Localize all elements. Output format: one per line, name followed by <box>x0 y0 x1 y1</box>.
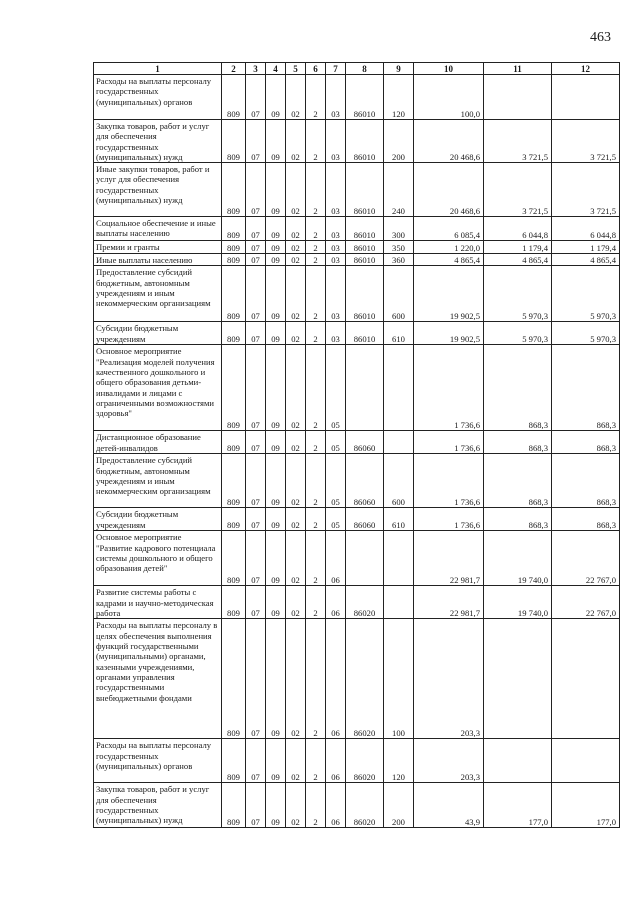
amount-cell-col11: 5 970,3 <box>484 322 552 345</box>
table-row <box>94 322 620 345</box>
row-name-cell <box>94 217 222 241</box>
table-row <box>94 75 620 120</box>
code-cell-col4: 09 <box>266 266 286 322</box>
column-header-7: 7 <box>326 63 346 75</box>
code-cell-col5: 02 <box>286 619 306 739</box>
row-name-text: Иные закупки товаров, работ и услуг для обеспечения государственных (муниципальных) нужд <box>96 164 210 206</box>
code-cell-col7: 03 <box>326 254 346 266</box>
column-header-3: 3 <box>246 63 266 75</box>
code-cell-col5: 02 <box>286 431 306 454</box>
column-header-6: 6 <box>306 63 326 75</box>
code-cell-col6: 2 <box>306 217 326 241</box>
amount-cell-col12 <box>552 739 620 783</box>
code-cell-col3: 07 <box>246 163 266 217</box>
code-cell-col8: 86010 <box>346 163 384 217</box>
code-cell-col8: 86010 <box>346 322 384 345</box>
code-cell-col8: 86010 <box>346 217 384 241</box>
table-row <box>94 241 620 254</box>
code-cell-col6: 2 <box>306 531 326 586</box>
code-cell-col9 <box>384 431 414 454</box>
code-cell-col7: 06 <box>326 619 346 739</box>
column-header-5: 5 <box>286 63 306 75</box>
code-cell-col3: 07 <box>246 217 266 241</box>
code-cell-col3: 07 <box>246 120 266 163</box>
amount-cell-col10: 19 902,5 <box>414 322 484 345</box>
column-header-12: 12 <box>552 63 620 75</box>
code-cell-col8: 86020 <box>346 619 384 739</box>
code-cell-col7: 05 <box>326 345 346 431</box>
code-cell-col6: 2 <box>306 120 326 163</box>
row-name-cell <box>94 345 222 431</box>
code-cell-col3: 07 <box>246 254 266 266</box>
column-header-9: 9 <box>384 63 414 75</box>
row-name-text: Премии и гранты <box>96 242 160 253</box>
code-cell-col3: 07 <box>246 431 266 454</box>
amount-cell-col10: 203,3 <box>414 739 484 783</box>
code-cell-col9: 200 <box>384 120 414 163</box>
code-cell-col8: 86010 <box>346 241 384 254</box>
code-cell-col7: 05 <box>326 431 346 454</box>
amount-cell-col11: 19 740,0 <box>484 586 552 619</box>
amount-cell-col10: 1 736,6 <box>414 454 484 508</box>
amount-cell-col11 <box>484 75 552 120</box>
row-name-cell <box>94 120 222 163</box>
code-cell-col9: 360 <box>384 254 414 266</box>
amount-cell-col11: 5 970,3 <box>484 266 552 322</box>
code-cell-col2: 809 <box>222 322 246 345</box>
amount-cell-col10: 20 468,6 <box>414 163 484 217</box>
table-row <box>94 266 620 322</box>
row-name-cell <box>94 322 222 345</box>
code-cell-col2: 809 <box>222 739 246 783</box>
amount-cell-col11 <box>484 739 552 783</box>
code-cell-col3: 07 <box>246 531 266 586</box>
amount-cell-col11 <box>484 619 552 739</box>
amount-cell-col10: 22 981,7 <box>414 531 484 586</box>
code-cell-col8: 86060 <box>346 508 384 531</box>
code-cell-col6: 2 <box>306 345 326 431</box>
row-name-text: Социальное обеспечение и иные выплаты населению <box>96 218 216 239</box>
row-name-cell <box>94 783 222 828</box>
code-cell-col2: 809 <box>222 619 246 739</box>
code-cell-col4: 09 <box>266 739 286 783</box>
code-cell-col6: 2 <box>306 322 326 345</box>
code-cell-col5: 02 <box>286 508 306 531</box>
code-cell-col3: 07 <box>246 241 266 254</box>
row-name-cell <box>94 739 222 783</box>
code-cell-col4: 09 <box>266 75 286 120</box>
code-cell-col6: 2 <box>306 508 326 531</box>
amount-cell-col10: 19 902,5 <box>414 266 484 322</box>
code-cell-col7: 03 <box>326 163 346 217</box>
table-row <box>94 508 620 531</box>
row-name-cell <box>94 508 222 531</box>
amount-cell-col12: 1 179,4 <box>552 241 620 254</box>
amount-cell-col12: 22 767,0 <box>552 586 620 619</box>
code-cell-col6: 2 <box>306 75 326 120</box>
column-header-4: 4 <box>266 63 286 75</box>
amount-cell-col11: 868,3 <box>484 454 552 508</box>
code-cell-col6: 2 <box>306 431 326 454</box>
column-header-11: 11 <box>484 63 552 75</box>
header-row <box>94 63 620 75</box>
table-row <box>94 217 620 241</box>
amount-cell-col12: 5 970,3 <box>552 266 620 322</box>
row-name-cell <box>94 163 222 217</box>
code-cell-col8 <box>346 531 384 586</box>
code-cell-col7: 03 <box>326 241 346 254</box>
code-cell-col5: 02 <box>286 120 306 163</box>
table-header <box>94 63 620 75</box>
code-cell-col2: 809 <box>222 783 246 828</box>
code-cell-col4: 09 <box>266 531 286 586</box>
code-cell-col3: 07 <box>246 75 266 120</box>
amount-cell-col11: 868,3 <box>484 431 552 454</box>
row-name-text: Иные выплаты населению <box>96 255 193 266</box>
code-cell-col4: 09 <box>266 586 286 619</box>
code-cell-col5: 02 <box>286 783 306 828</box>
code-cell-col9 <box>384 531 414 586</box>
code-cell-col5: 02 <box>286 254 306 266</box>
code-cell-col8: 86020 <box>346 783 384 828</box>
table-row <box>94 619 620 739</box>
column-header-10: 10 <box>414 63 484 75</box>
code-cell-col9 <box>384 345 414 431</box>
column-header-8: 8 <box>346 63 384 75</box>
code-cell-col9: 100 <box>384 619 414 739</box>
row-name-text: Закупка товаров, работ и услуг для обеспечения государственных (муниципальных) нужд <box>96 784 210 826</box>
amount-cell-col10: 100,0 <box>414 75 484 120</box>
amount-cell-col12: 868,3 <box>552 454 620 508</box>
code-cell-col9: 240 <box>384 163 414 217</box>
table-row <box>94 739 620 783</box>
code-cell-col2: 809 <box>222 75 246 120</box>
amount-cell-col11: 19 740,0 <box>484 531 552 586</box>
code-cell-col7: 06 <box>326 739 346 783</box>
code-cell-col7: 06 <box>326 783 346 828</box>
code-cell-col6: 2 <box>306 586 326 619</box>
code-cell-col4: 09 <box>266 619 286 739</box>
code-cell-col2: 809 <box>222 508 246 531</box>
code-cell-col7: 05 <box>326 454 346 508</box>
amount-cell-col10: 43,9 <box>414 783 484 828</box>
code-cell-col2: 809 <box>222 454 246 508</box>
row-name-text: Субсидии бюджетным учреждениям <box>96 323 179 344</box>
table-row <box>94 431 620 454</box>
amount-cell-col12: 868,3 <box>552 345 620 431</box>
amount-cell-col11: 1 179,4 <box>484 241 552 254</box>
code-cell-col4: 09 <box>266 254 286 266</box>
code-cell-col4: 09 <box>266 217 286 241</box>
code-cell-col5: 02 <box>286 217 306 241</box>
row-name-cell <box>94 241 222 254</box>
amount-cell-col12: 868,3 <box>552 431 620 454</box>
code-cell-col6: 2 <box>306 739 326 783</box>
row-name-text: Расходы на выплаты персоналу в целях обеспечения выполнения функций государственными (муниципальными) органами, казенными учреждениями, органами управления государственными внебюджетными фондами <box>96 620 218 703</box>
amount-cell-col10: 4 865,4 <box>414 254 484 266</box>
code-cell-col6: 2 <box>306 254 326 266</box>
code-cell-col6: 2 <box>306 454 326 508</box>
code-cell-col3: 07 <box>246 739 266 783</box>
code-cell-col5: 02 <box>286 75 306 120</box>
row-name-text: Основное мероприятие "Реализация моделей получения качественного дошкольного и общего образования детьми-инвалидами и лицами с ограниченными возможностями здоровья" <box>96 346 215 419</box>
code-cell-col7: 03 <box>326 322 346 345</box>
amount-cell-col10: 22 981,7 <box>414 586 484 619</box>
code-cell-col2: 809 <box>222 163 246 217</box>
code-cell-col2: 809 <box>222 586 246 619</box>
code-cell-col4: 09 <box>266 345 286 431</box>
amount-cell-col12 <box>552 75 620 120</box>
row-name-cell <box>94 531 222 586</box>
code-cell-col5: 02 <box>286 345 306 431</box>
code-cell-col8: 86010 <box>346 120 384 163</box>
row-name-text: Предоставление субсидий бюджетным, автономным учреждениям и иным некоммерческим организациям <box>96 455 211 497</box>
code-cell-col4: 09 <box>266 163 286 217</box>
code-cell-col6: 2 <box>306 163 326 217</box>
code-cell-col5: 02 <box>286 531 306 586</box>
code-cell-col5: 02 <box>286 163 306 217</box>
row-name-cell <box>94 431 222 454</box>
code-cell-col2: 809 <box>222 120 246 163</box>
code-cell-col2: 809 <box>222 254 246 266</box>
code-cell-col6: 2 <box>306 241 326 254</box>
code-cell-col8: 86060 <box>346 454 384 508</box>
code-cell-col3: 07 <box>246 322 266 345</box>
code-cell-col9: 120 <box>384 739 414 783</box>
code-cell-col7: 03 <box>326 217 346 241</box>
code-cell-col2: 809 <box>222 345 246 431</box>
code-cell-col9: 300 <box>384 217 414 241</box>
code-cell-col2: 809 <box>222 241 246 254</box>
table-row <box>94 120 620 163</box>
code-cell-col5: 02 <box>286 322 306 345</box>
amount-cell-col10: 1 220,0 <box>414 241 484 254</box>
amount-cell-col10: 1 736,6 <box>414 345 484 431</box>
code-cell-col8: 86020 <box>346 739 384 783</box>
page-number: 463 <box>590 30 611 45</box>
code-cell-col5: 02 <box>286 241 306 254</box>
row-name-cell <box>94 266 222 322</box>
amount-cell-col10: 1 736,6 <box>414 508 484 531</box>
amount-cell-col11: 868,3 <box>484 508 552 531</box>
code-cell-col9: 200 <box>384 783 414 828</box>
code-cell-col6: 2 <box>306 266 326 322</box>
amount-cell-col11: 3 721,5 <box>484 163 552 217</box>
amount-cell-col12: 5 970,3 <box>552 322 620 345</box>
code-cell-col8 <box>346 345 384 431</box>
code-cell-col3: 07 <box>246 266 266 322</box>
row-name-text: Расходы на выплаты персоналу государственных (муниципальных) органов <box>96 740 212 772</box>
code-cell-col9: 610 <box>384 322 414 345</box>
row-name-text: Дистанционное образование детей-инвалидов <box>96 432 201 453</box>
code-cell-col6: 2 <box>306 619 326 739</box>
table-row <box>94 586 620 619</box>
table-row <box>94 531 620 586</box>
amount-cell-col12: 6 044,8 <box>552 217 620 241</box>
code-cell-col3: 07 <box>246 783 266 828</box>
amount-cell-col10: 6 085,4 <box>414 217 484 241</box>
code-cell-col9: 350 <box>384 241 414 254</box>
code-cell-col2: 809 <box>222 217 246 241</box>
code-cell-col7: 05 <box>326 508 346 531</box>
row-name-text: Закупка товаров, работ и услуг для обеспечения государственных (муниципальных) нужд <box>96 121 210 162</box>
code-cell-col9 <box>384 586 414 619</box>
code-cell-col3: 07 <box>246 619 266 739</box>
amount-cell-col10: 20 468,6 <box>414 120 484 163</box>
row-name-text: Субсидии бюджетным учреждениям <box>96 509 179 530</box>
amount-cell-col11: 868,3 <box>484 345 552 431</box>
code-cell-col3: 07 <box>246 454 266 508</box>
code-cell-col8: 86010 <box>346 254 384 266</box>
code-cell-col2: 809 <box>222 431 246 454</box>
row-name-text: Развитие системы работы с кадрами и научно-методическая работа <box>96 587 214 619</box>
code-cell-col3: 07 <box>246 345 266 431</box>
code-cell-col7: 03 <box>326 266 346 322</box>
amount-cell-col12: 22 767,0 <box>552 531 620 586</box>
code-cell-col4: 09 <box>266 431 286 454</box>
table-row <box>94 454 620 508</box>
code-cell-col4: 09 <box>266 120 286 163</box>
amount-cell-col11: 4 865,4 <box>484 254 552 266</box>
table-body <box>94 75 620 828</box>
row-name-text: Расходы на выплаты персоналу государственных (муниципальных) органов <box>96 76 212 107</box>
amount-cell-col12: 868,3 <box>552 508 620 531</box>
table-row <box>94 254 620 266</box>
amount-cell-col12: 3 721,5 <box>552 163 620 217</box>
code-cell-col2: 809 <box>222 531 246 586</box>
row-name-cell <box>94 75 222 120</box>
table-row <box>94 163 620 217</box>
code-cell-col9: 120 <box>384 75 414 120</box>
code-cell-col8: 86060 <box>346 431 384 454</box>
column-header-2: 2 <box>222 63 246 75</box>
code-cell-col9: 600 <box>384 454 414 508</box>
code-cell-col8: 86020 <box>346 586 384 619</box>
amount-cell-col12: 3 721,5 <box>552 120 620 163</box>
code-cell-col4: 09 <box>266 241 286 254</box>
code-cell-col5: 02 <box>286 586 306 619</box>
code-cell-col9: 610 <box>384 508 414 531</box>
code-cell-col5: 02 <box>286 454 306 508</box>
code-cell-col4: 09 <box>266 322 286 345</box>
budget-table <box>93 62 620 828</box>
code-cell-col4: 09 <box>266 783 286 828</box>
row-name-cell <box>94 454 222 508</box>
code-cell-col3: 07 <box>246 586 266 619</box>
amount-cell-col10: 203,3 <box>414 619 484 739</box>
code-cell-col7: 03 <box>326 120 346 163</box>
amount-cell-col11: 177,0 <box>484 783 552 828</box>
amount-cell-col12: 177,0 <box>552 783 620 828</box>
amount-cell-col11: 3 721,5 <box>484 120 552 163</box>
code-cell-col7: 06 <box>326 531 346 586</box>
amount-cell-col10: 1 736,6 <box>414 431 484 454</box>
table-row <box>94 345 620 431</box>
code-cell-col5: 02 <box>286 739 306 783</box>
code-cell-col4: 09 <box>266 508 286 531</box>
row-name-cell <box>94 254 222 266</box>
code-cell-col2: 809 <box>222 266 246 322</box>
amount-cell-col11: 6 044,8 <box>484 217 552 241</box>
code-cell-col4: 09 <box>266 454 286 508</box>
code-cell-col8: 86010 <box>346 75 384 120</box>
table-row <box>94 783 620 828</box>
row-name-cell <box>94 586 222 619</box>
code-cell-col7: 06 <box>326 586 346 619</box>
amount-cell-col12 <box>552 619 620 739</box>
code-cell-col3: 07 <box>246 508 266 531</box>
code-cell-col5: 02 <box>286 266 306 322</box>
code-cell-col7: 03 <box>326 75 346 120</box>
row-name-text: Основное мероприятие "Развитие кадрового потенциала системы дошкольного и общего образования детей" <box>96 532 216 574</box>
code-cell-col8: 86010 <box>346 266 384 322</box>
row-name-cell <box>94 619 222 739</box>
amount-cell-col12: 4 865,4 <box>552 254 620 266</box>
column-header-1: 1 <box>94 63 222 75</box>
code-cell-col9: 600 <box>384 266 414 322</box>
row-name-text: Предоставление субсидий бюджетным, автономным учреждениям и иным некоммерческим организациям <box>96 267 211 309</box>
code-cell-col6: 2 <box>306 783 326 828</box>
